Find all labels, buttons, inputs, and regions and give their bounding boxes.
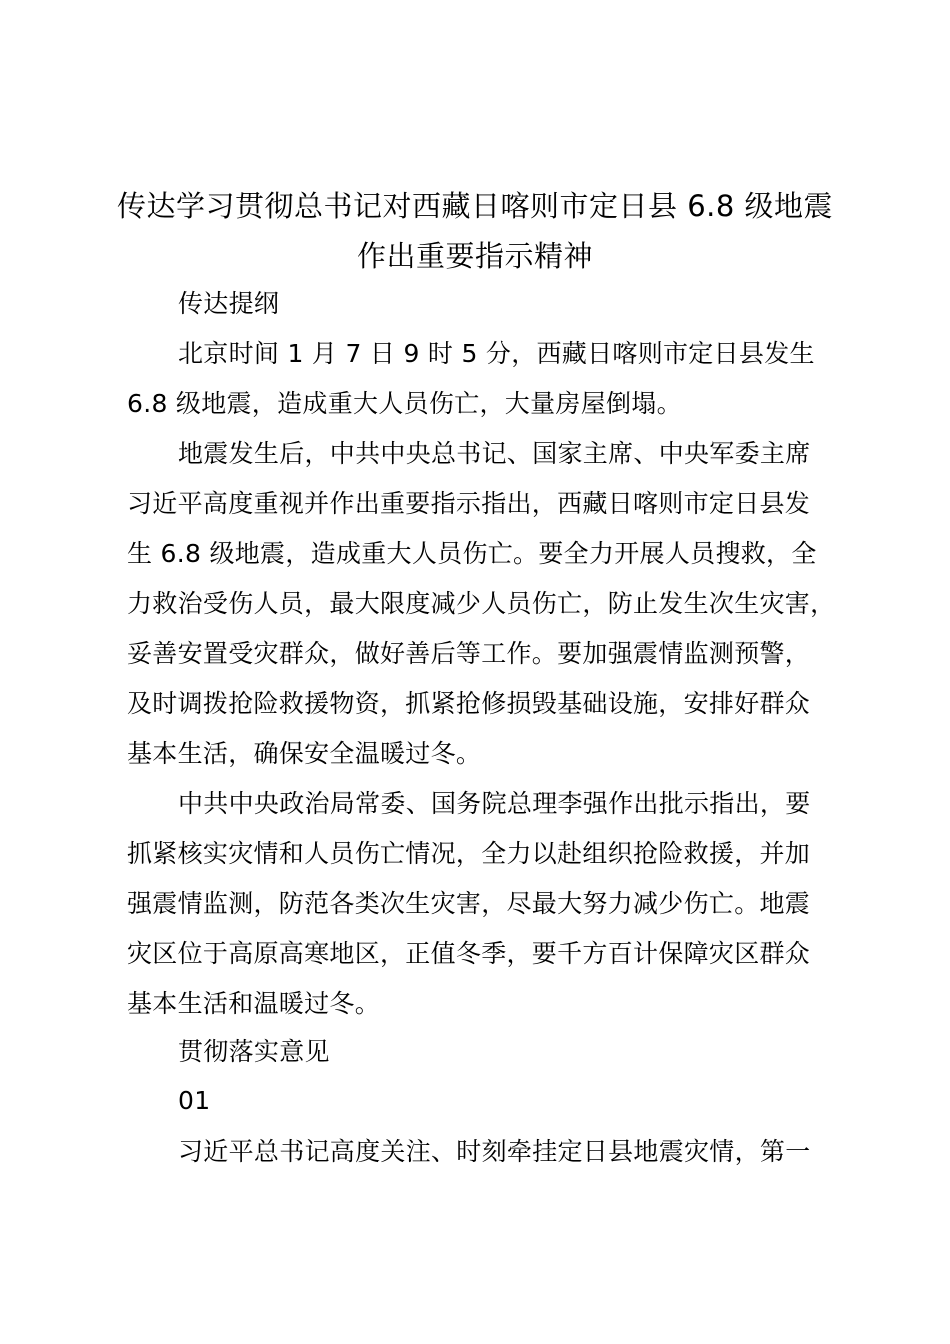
paragraph-line: 基本生活和温暖过冬。 [127,989,381,1018]
paragraph-line: 基本生活，确保安全温暖过冬。 [127,739,482,768]
paragraph-line: 抓紧核实灾情和人员伤亡情况，全力以赴组织抢险救援，并加 [127,839,811,868]
section-heading-outline: 传达提纲 [178,289,280,318]
paragraph-line: 生 6.8 级地震，造成重大人员伤亡。要全力开展人员搜救，全 [127,539,817,568]
paragraph-line: 地震发生后，中共中央总书记、国家主席、中央军委主席 [178,439,811,468]
document-title-line-2: 作出重要指示精神 [356,239,593,273]
paragraph-line: 妥善安置受灾群众，做好善后等工作。要加强震情监测预警， [127,639,811,668]
document-title-line-1: 传达学习贯彻总书记对西藏日喀则市定日县 6.8 级地震 [116,189,834,223]
paragraph-line: 北京时间 1 月 7 日 9 时 5 分，西藏日喀则市定日县发生 [178,339,815,368]
paragraph-line: 力救治受伤人员，最大限度减少人员伤亡，防止发生次生灾害， [127,589,836,618]
paragraph-line: 及时调拨抢险救援物资，抓紧抢修损毁基础设施，安排好群众 [127,689,811,718]
paragraph-line: 灾区位于高原高寒地区，正值冬季，要千方百计保障灾区群众 [127,939,811,968]
paragraph-line: 中共中央政治局常委、国务院总理李强作出批示指出，要 [178,789,811,818]
paragraph-line: 6.8 级地震，造成重大人员伤亡，大量房屋倒塌。 [127,389,682,418]
paragraph-line: 习近平高度重视并作出重要指示指出，西藏日喀则市定日县发 [127,489,811,518]
section-heading-implementation: 贯彻落实意见 [178,1037,330,1066]
paragraph-line: 习近平总书记高度关注、时刻牵挂定日县地震灾情，第一 [178,1137,811,1166]
item-number: 01 [178,1086,211,1115]
paragraph-line: 强震情监测，防范各类次生灾害，尽最大努力减少伤亡。地震 [127,889,811,918]
